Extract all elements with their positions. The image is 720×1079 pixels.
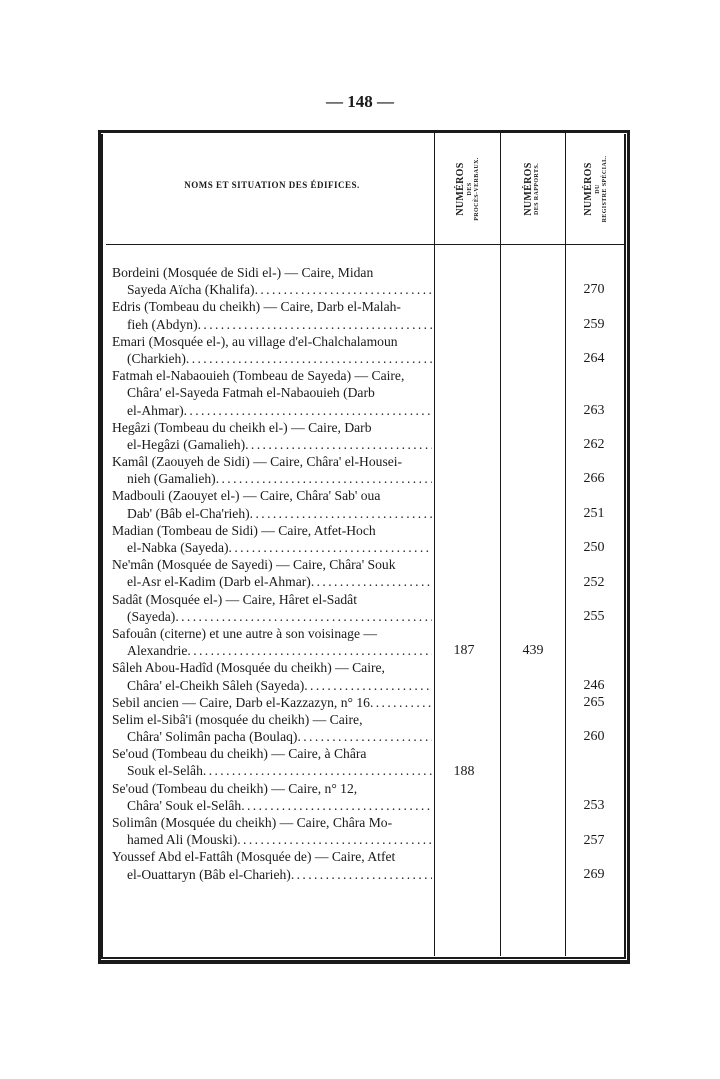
table-row — [112, 556, 432, 590]
entry-number-reg: 250 — [583, 540, 605, 556]
entry-line — [112, 728, 432, 745]
header-rap-title: NUMÉROS — [522, 162, 534, 216]
entry-number-reg: 257 — [583, 832, 605, 848]
entry-line — [112, 642, 432, 659]
entry-text: (Sayeda) — [127, 608, 176, 624]
leader-dots — [175, 608, 432, 625]
entry-line: Emari (Mosquée el-), au village d'el-Chalchalamoun — [112, 333, 398, 349]
entry-line: Kamâl (Zaouyeh de Sidi) — Caire, Châra' el-Housei- — [112, 454, 403, 470]
entry-number-reg: 246 — [583, 677, 605, 693]
entry-line: Madian (Tombeau de Sidi) — Caire, Atfet-Hoch — [112, 522, 376, 538]
table-inner-rule-left — [101, 134, 103, 957]
entry-text: Sayeda Aïcha (Khalifa) — [127, 282, 255, 298]
table-row — [112, 625, 432, 659]
entry-line — [112, 281, 432, 298]
entry-line: Edris (Tombeau du cheikh) — Caire, Darb el-Malah- — [112, 299, 401, 315]
entry-line: Bordeini (Mosquée de Sidi el-) — Caire, Midan — [112, 265, 374, 280]
entry-line: Safouân (citerne) et une autre à son voisinage — — [112, 625, 377, 641]
leader-dots — [198, 316, 432, 333]
table-row — [112, 264, 432, 298]
entry-line — [112, 573, 432, 590]
entry-line: Solimân (Mosquée du cheikh) — Caire, Châra Mo- — [112, 815, 393, 830]
leader-dots — [297, 728, 432, 745]
leader-dots — [203, 762, 432, 779]
leader-dots — [216, 470, 432, 487]
header-reg-sub: REGISTRE SPÉCIAL. — [601, 155, 608, 223]
leader-dots — [186, 350, 432, 367]
entry-number-reg: 266 — [583, 471, 605, 487]
page-number: — 148 — — [326, 92, 394, 111]
header-reg-du: DU — [594, 184, 601, 194]
table-row — [112, 522, 432, 556]
table-row — [112, 814, 432, 848]
table-row — [112, 745, 432, 779]
entry-line — [112, 316, 432, 333]
leader-dots — [304, 677, 432, 694]
entry-line — [112, 677, 432, 694]
entry-text: el-Hegâzi (Gamalieh) — [127, 436, 246, 452]
entry-number-reg: 263 — [583, 402, 605, 418]
table-row — [112, 694, 432, 711]
entry-line — [112, 608, 432, 625]
table-row — [112, 419, 432, 453]
header-rapports — [507, 137, 557, 241]
header-rap-sub: DES RAPPORTS. — [534, 163, 541, 215]
entry-line: Châra' el-Sayeda Fatmah el-Nabaouieh (Darb — [127, 385, 375, 401]
leader-dots — [237, 831, 432, 848]
entries-list — [112, 264, 432, 883]
entry-line: Sâleh Abou-Hadîd (Mosquée du cheikh) — Caire, — [112, 660, 385, 676]
leader-dots — [291, 866, 432, 883]
entry-number-reg: 251 — [583, 505, 605, 521]
header-pv-des: DES — [466, 182, 473, 196]
table-row — [112, 453, 432, 487]
table-row — [112, 298, 432, 332]
column-divider-names — [434, 133, 435, 956]
table-row — [112, 848, 432, 882]
entry-text: Châra' el-Cheikh Sâleh (Sayeda) — [127, 677, 305, 693]
entry-text: nieh (Gamalieh) — [127, 471, 216, 487]
leader-dots — [184, 402, 432, 419]
entry-line: Se'oud (Tombeau du cheikh) — Caire, à Châra — [112, 746, 367, 762]
entry-text: Alexandrie — [127, 643, 188, 659]
entry-line — [112, 797, 432, 814]
entry-text: Châra' Souk el-Selâh — [127, 797, 242, 813]
leader-dots — [229, 539, 432, 556]
entry-text: Souk el-Selâh — [127, 763, 203, 779]
entry-line: Fatmah el-Nabaouieh (Tombeau de Sayeda) — Caire, — [112, 368, 405, 384]
entry-number-reg: 259 — [583, 316, 605, 332]
entry-text: hamed Ali (Mouski) — [127, 832, 238, 848]
entry-text: Dab' (Bâb el-Cha'rieh) — [127, 505, 250, 521]
entry-number-reg: 264 — [583, 351, 605, 366]
entry-number-reg: 270 — [583, 282, 605, 298]
entry-text: Sebil ancien — Caire, Darb el-Kazzazyn, n° 16 — [112, 694, 370, 710]
entry-line — [112, 831, 432, 848]
entry-line: Youssef Abd el-Fattâh (Mosquée de) — Caire, Atfet — [112, 849, 396, 865]
table-row — [112, 780, 432, 814]
entry-number-reg: 253 — [583, 798, 605, 814]
table-row — [112, 711, 432, 745]
leader-dots — [255, 281, 432, 298]
column-divider-pv — [500, 133, 501, 956]
entry-text: fieh (Abdyn) — [127, 316, 198, 332]
table-bottom-rule — [101, 957, 626, 959]
entry-line — [112, 505, 432, 522]
header-pv-title: NUMÉROS — [455, 162, 467, 216]
header-registre — [571, 137, 621, 241]
header-names-column: NOMS ET SITUATION DES ÉDIFICES. — [184, 180, 360, 190]
entry-number-rap: 439 — [522, 643, 544, 659]
entry-text: Châra' Solimân pacha (Boulaq) — [127, 729, 298, 745]
entry-number-reg: 262 — [583, 437, 605, 452]
leader-dots — [187, 642, 432, 659]
entry-line: Madbouli (Zaouyet el-) — Caire, Châra' Sab' oua — [112, 488, 381, 504]
table-row — [112, 591, 432, 625]
entry-line — [112, 470, 432, 487]
table-inner-rule-right — [624, 134, 626, 957]
entry-line: Ne'mân (Mosquée de Sayedi) — Caire, Châra' Souk — [112, 557, 396, 573]
header-reg-title: NUMÉROS — [583, 162, 595, 216]
entry-line — [112, 694, 432, 711]
table-row — [112, 659, 432, 693]
entry-line — [112, 539, 432, 556]
entry-text: el-Ahmar) — [127, 402, 184, 418]
entry-text: el-Nabka (Sayeda) — [127, 540, 229, 555]
leader-dots — [245, 436, 432, 453]
table-row — [112, 333, 432, 367]
entry-line: Sadât (Mosquée el-) — Caire, Hâret el-Sadât — [112, 591, 357, 607]
entry-line — [112, 350, 432, 367]
entry-line: Hegâzi (Tombeau du cheikh el-) — Caire, Darb — [112, 419, 372, 435]
entry-line — [112, 402, 432, 419]
leader-dots — [370, 694, 432, 711]
leader-dots — [250, 505, 432, 522]
leader-dots — [241, 797, 432, 814]
leader-dots — [311, 573, 432, 590]
entry-line — [112, 436, 432, 453]
table-row — [112, 487, 432, 521]
entry-line — [112, 762, 432, 779]
entry-number-reg: 269 — [583, 867, 605, 882]
entry-text: el-Ouattaryn (Bâb el-Charieh) — [127, 866, 291, 882]
entry-number-reg: 255 — [583, 609, 605, 624]
entry-number-reg: 265 — [583, 695, 605, 710]
entry-text: el-Asr el-Kadim (Darb el-Ahmar) — [127, 574, 311, 590]
entry-text: (Charkieh) — [127, 350, 186, 366]
entry-number-pv: 188 — [453, 763, 475, 779]
header-divider — [106, 244, 624, 245]
entry-line: Selim el-Sibâ'i (mosquée du cheikh) — Caire, — [112, 711, 363, 727]
entry-line — [112, 866, 432, 883]
header-proces-verbaux — [443, 137, 493, 241]
table-row — [112, 367, 432, 419]
header-pv-sub: PROCÈS-VERBAUX. — [473, 157, 480, 221]
entry-line: Se'oud (Tombeau du cheikh) — Caire, n° 12, — [112, 780, 358, 796]
entry-number-reg: 252 — [583, 574, 605, 590]
entry-number-pv: 187 — [453, 643, 475, 659]
entry-number-reg: 260 — [583, 729, 605, 745]
